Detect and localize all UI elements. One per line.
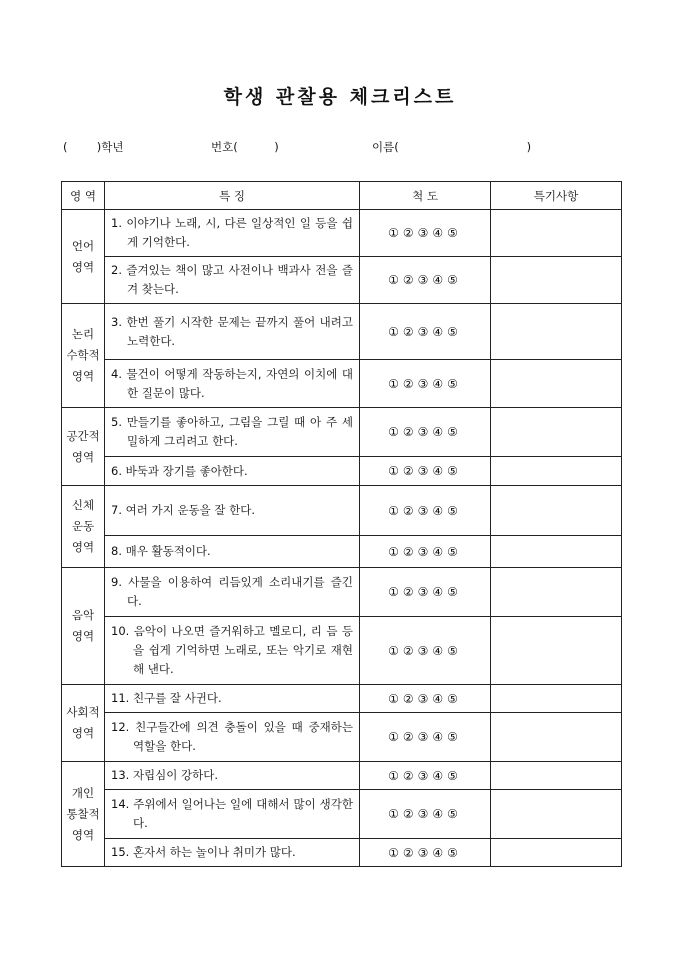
item-text: 14. 주위에서 일어나는 일에 대해서 많이 생각한다.: [105, 790, 360, 839]
item-text: 15. 혼자서 하는 놀이나 취미가 많다.: [105, 839, 360, 867]
item-text: 2. 즐겨있는 책이 많고 사전이나 백과사 전을 즐겨 찾는다.: [105, 257, 360, 304]
remarks-cell[interactable]: [491, 457, 622, 486]
area-label: 음악 영역: [62, 568, 105, 685]
item-text: 10. 음악이 나오면 즐거워하고 멜로디, 리 듬 등을 쉽게 기억하면 노래로, 또는 악기로 재현해 낸다.: [105, 617, 360, 685]
item-text: 7. 여러 가지 운동을 잘 한다.: [105, 486, 360, 536]
table-row: [62, 568, 622, 617]
table-row: [62, 685, 622, 713]
table-row: [62, 360, 622, 408]
remarks-cell[interactable]: [491, 210, 622, 257]
area-label: 신체 운동 영역: [62, 486, 105, 568]
remarks-cell[interactable]: [491, 408, 622, 457]
item-text: 9. 사물을 이용하여 리듬있게 소리내기를 즐긴다.: [105, 568, 360, 617]
table-row: [62, 210, 622, 257]
remarks-cell[interactable]: [491, 257, 622, 304]
remarks-cell[interactable]: [491, 685, 622, 713]
remarks-cell[interactable]: [491, 762, 622, 790]
rating-scale[interactable]: ①②③④⑤: [360, 568, 491, 617]
header-feature: 특 징: [105, 182, 360, 210]
remarks-cell[interactable]: [491, 713, 622, 762]
table-row: [62, 486, 622, 536]
rating-scale[interactable]: ①②③④⑤: [360, 839, 491, 867]
rating-scale[interactable]: ①②③④⑤: [360, 685, 491, 713]
rating-scale[interactable]: ①②③④⑤: [360, 457, 491, 486]
item-text: 5. 만들기를 좋아하고, 그림을 그릴 때 아 주 세밀하게 그리려고 한다.: [105, 408, 360, 457]
header-row: [62, 182, 622, 210]
rating-scale[interactable]: ①②③④⑤: [360, 790, 491, 839]
remarks-cell[interactable]: [491, 486, 622, 536]
rating-scale[interactable]: ①②③④⑤: [360, 713, 491, 762]
table-row: [62, 839, 622, 867]
item-text: 12. 친구들간에 의견 충돌이 있을 때 중재하는 역할을 한다.: [105, 713, 360, 762]
area-label: 개인 통찰적 영역: [62, 762, 105, 867]
rating-scale[interactable]: ①②③④⑤: [360, 304, 491, 360]
item-text: 13. 자립심이 강하다.: [105, 762, 360, 790]
rating-scale[interactable]: ①②③④⑤: [360, 617, 491, 685]
rating-scale[interactable]: ①②③④⑤: [360, 536, 491, 568]
item-text: 6. 바둑과 장기를 좋아한다.: [105, 457, 360, 486]
area-label: 논리 수학적 영역: [62, 304, 105, 408]
table-row: [62, 713, 622, 762]
table-row: [62, 457, 622, 486]
rating-scale[interactable]: ①②③④⑤: [360, 408, 491, 457]
rating-scale[interactable]: ①②③④⑤: [360, 486, 491, 536]
area-label: 언어 영역: [62, 210, 105, 304]
item-text: 3. 한번 풀기 시작한 문제는 끝까지 풀어 내려고 노력한다.: [105, 304, 360, 360]
header-area: 영 역: [62, 182, 105, 210]
grade-field: ( )학년: [63, 140, 124, 154]
table-row: [62, 536, 622, 568]
number-field: 번호( ): [211, 140, 279, 154]
remarks-cell[interactable]: [491, 536, 622, 568]
remarks-cell[interactable]: [491, 790, 622, 839]
table-row: [62, 408, 622, 457]
header-scale: 척 도: [360, 182, 491, 210]
rating-scale[interactable]: ①②③④⑤: [360, 360, 491, 408]
page-title: 학생 관찰용 체크리스트: [223, 86, 457, 108]
table-row: [62, 257, 622, 304]
checklist-table: [61, 181, 622, 867]
rating-scale[interactable]: ①②③④⑤: [360, 210, 491, 257]
name-field: 이름( ): [372, 140, 532, 154]
table-row: [62, 304, 622, 360]
item-text: 4. 물건이 어떻게 작동하는지, 자연의 이치에 대한 질문이 많다.: [105, 360, 360, 408]
rating-scale[interactable]: ①②③④⑤: [360, 257, 491, 304]
header-remarks: 특기사항: [491, 182, 622, 210]
table-row: [62, 790, 622, 839]
table-row: [62, 762, 622, 790]
remarks-cell[interactable]: [491, 304, 622, 360]
item-text: 8. 매우 활동적이다.: [105, 536, 360, 568]
remarks-cell[interactable]: [491, 839, 622, 867]
table-row: [62, 617, 622, 685]
area-label: 사회적 영역: [62, 685, 105, 762]
item-text: 1. 이야기나 노래, 시, 다른 일상적인 일 등을 쉽게 기억한다.: [105, 210, 360, 257]
remarks-cell[interactable]: [491, 568, 622, 617]
item-text: 11. 친구를 잘 사귄다.: [105, 685, 360, 713]
remarks-cell[interactable]: [491, 617, 622, 685]
remarks-cell[interactable]: [491, 360, 622, 408]
area-label: 공간적 영역: [62, 408, 105, 486]
rating-scale[interactable]: ①②③④⑤: [360, 762, 491, 790]
